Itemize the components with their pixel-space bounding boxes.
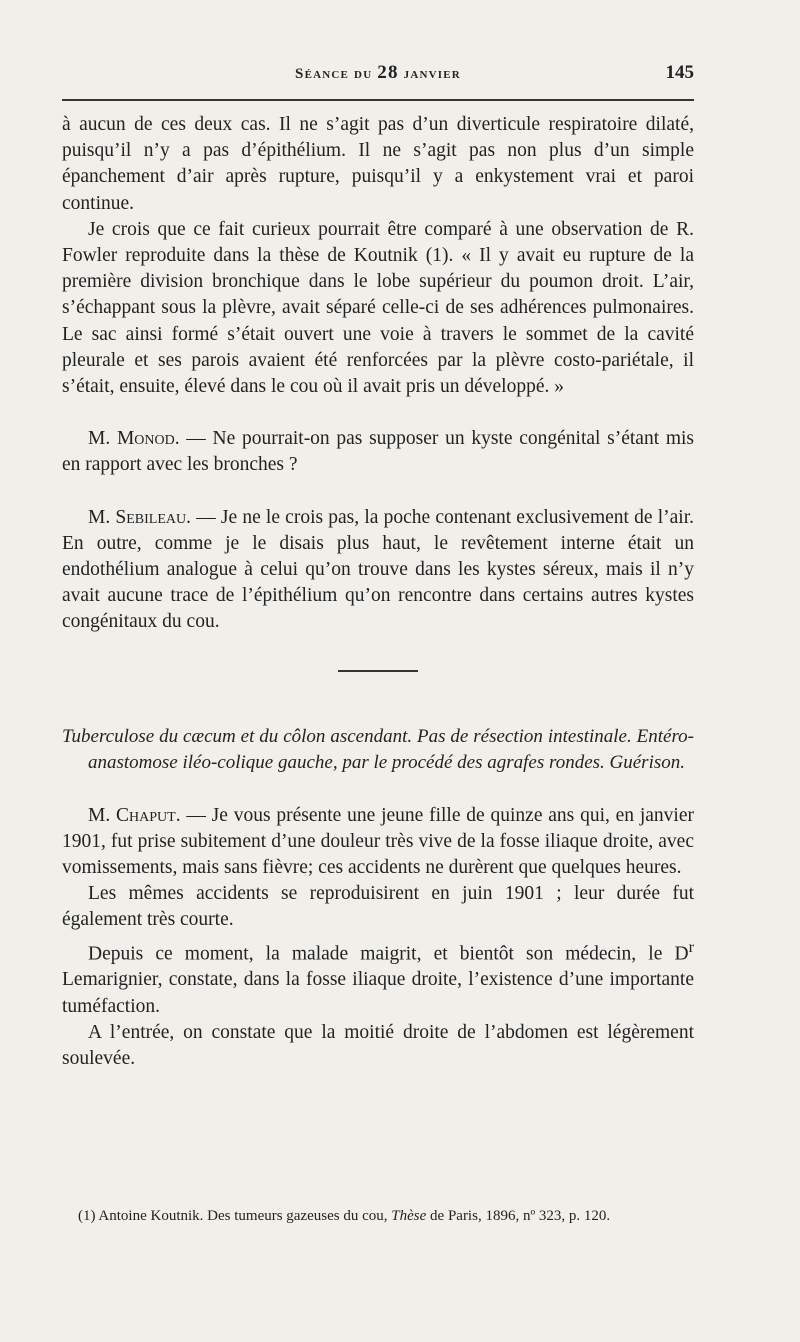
footnote-run: (1) Antoine Koutnik. Des tumeurs gazeuses du cou,	[78, 1208, 392, 1224]
footnote-run: de Paris, 1896, nº 323, p. 120.	[426, 1208, 611, 1224]
paragraph: Les mêmes accidents se reproduisirent en juin 1901 ; leur durée fut également très courte.	[62, 883, 694, 931]
running-title	[62, 62, 694, 84]
speaker-prefix: M.	[88, 428, 117, 450]
speaker-prefix: M.	[88, 804, 117, 826]
page-header	[62, 62, 694, 88]
body-text	[62, 112, 694, 1072]
paragraph: Je crois que ce fait curieux pourrait être comparé à une observation de R. Fowler reproduite dans la thèse de Koutnik (1). « Il y avait eu rupture de la première division bronchique dans le lobe supérieur du poumon droit. L’air, s’échappant sous la plèvre, avait séparé celle-ci de ses adhérences pulmonaires. Le sac ainsi formé s’était ouvert une voie à travers le sommet de la cavité pleurale et ses parois avaient été renforcées par la plèvre costo-pariétale, il s’était, ensuite, élevé dans le cou où il avait pris un développé. »	[62, 218, 694, 398]
text-run: Lemarignier, constate, dans la fosse iliaque droite, l’existence d’une importante tuméfaction.	[62, 969, 694, 1017]
speaker-text: . — Je ne le crois pas, la poche contenant exclusivement de l’air. En outre, comme je le disais plus haut, le revêtement interne était un endothélium analogue à celui qu’on trouve dans les kystes séreux, mais il n’y avait aucune trace de l’épithélium qu’on rencontre dans certains autres kystes congénitaux du cou.	[62, 506, 694, 633]
footnote	[62, 1206, 694, 1227]
footnote-text	[62, 1206, 694, 1227]
header-rule	[62, 99, 694, 101]
speaker-prefix: M.	[88, 506, 116, 528]
speaker-name: Chaput	[116, 804, 176, 826]
speaker-text: . — Je vous présente une jeune fille de quinze ans qui, en janvier 1901, fut prise subitement d’une douleur très vive de la fosse iliaque droite, avec vomissements, mais sans fièvre; ces accidents ne durèrent que quelques heures.	[62, 804, 694, 879]
paragraph-chaput	[62, 803, 694, 882]
running-title-date: 28	[377, 62, 399, 83]
speaker-name: Sebileau	[115, 506, 187, 528]
text-run: Depuis ce moment, la malade maigrit, et bientôt son médecin, le D	[88, 943, 689, 965]
section-heading: Tuberculose du cæcum et du côlon ascendant. Pas de résection intestinale. Entéro-anastomose iléo-colique gauche, par le procédé des agrafes rondes. Guérison.	[62, 725, 694, 774]
footnote-italic: Thèse	[391, 1208, 427, 1224]
running-title-part: janvier	[398, 66, 461, 82]
paragraph	[62, 934, 694, 1020]
speaker-name: Monod	[116, 428, 175, 450]
superscript: r	[688, 937, 694, 956]
paragraph: à aucun de ces deux cas. Il ne s’agit pas d’un diverticule respiratoire dilaté, puisqu’il n’y a pas d’épithélium. Il ne s’agit pas non plus d’un simple épanchement d’air après rupture, puisqu’il y a enkystement vrai et paroi continue.	[62, 114, 694, 214]
paragraph: A l’entrée, on constate que la moitié droite de l’abdomen est légèrement soulevée.	[62, 1021, 694, 1069]
speaker-text: . — Ne pourrait-on pas supposer un kyste congénital s’étant mis en rapport avec les bronches ?	[62, 428, 695, 476]
running-title-part: Séance du	[295, 66, 378, 82]
paragraph-monod	[62, 426, 694, 478]
page-number: 145	[665, 62, 694, 83]
paragraph-sebileau	[62, 505, 694, 636]
section-divider	[338, 670, 418, 672]
